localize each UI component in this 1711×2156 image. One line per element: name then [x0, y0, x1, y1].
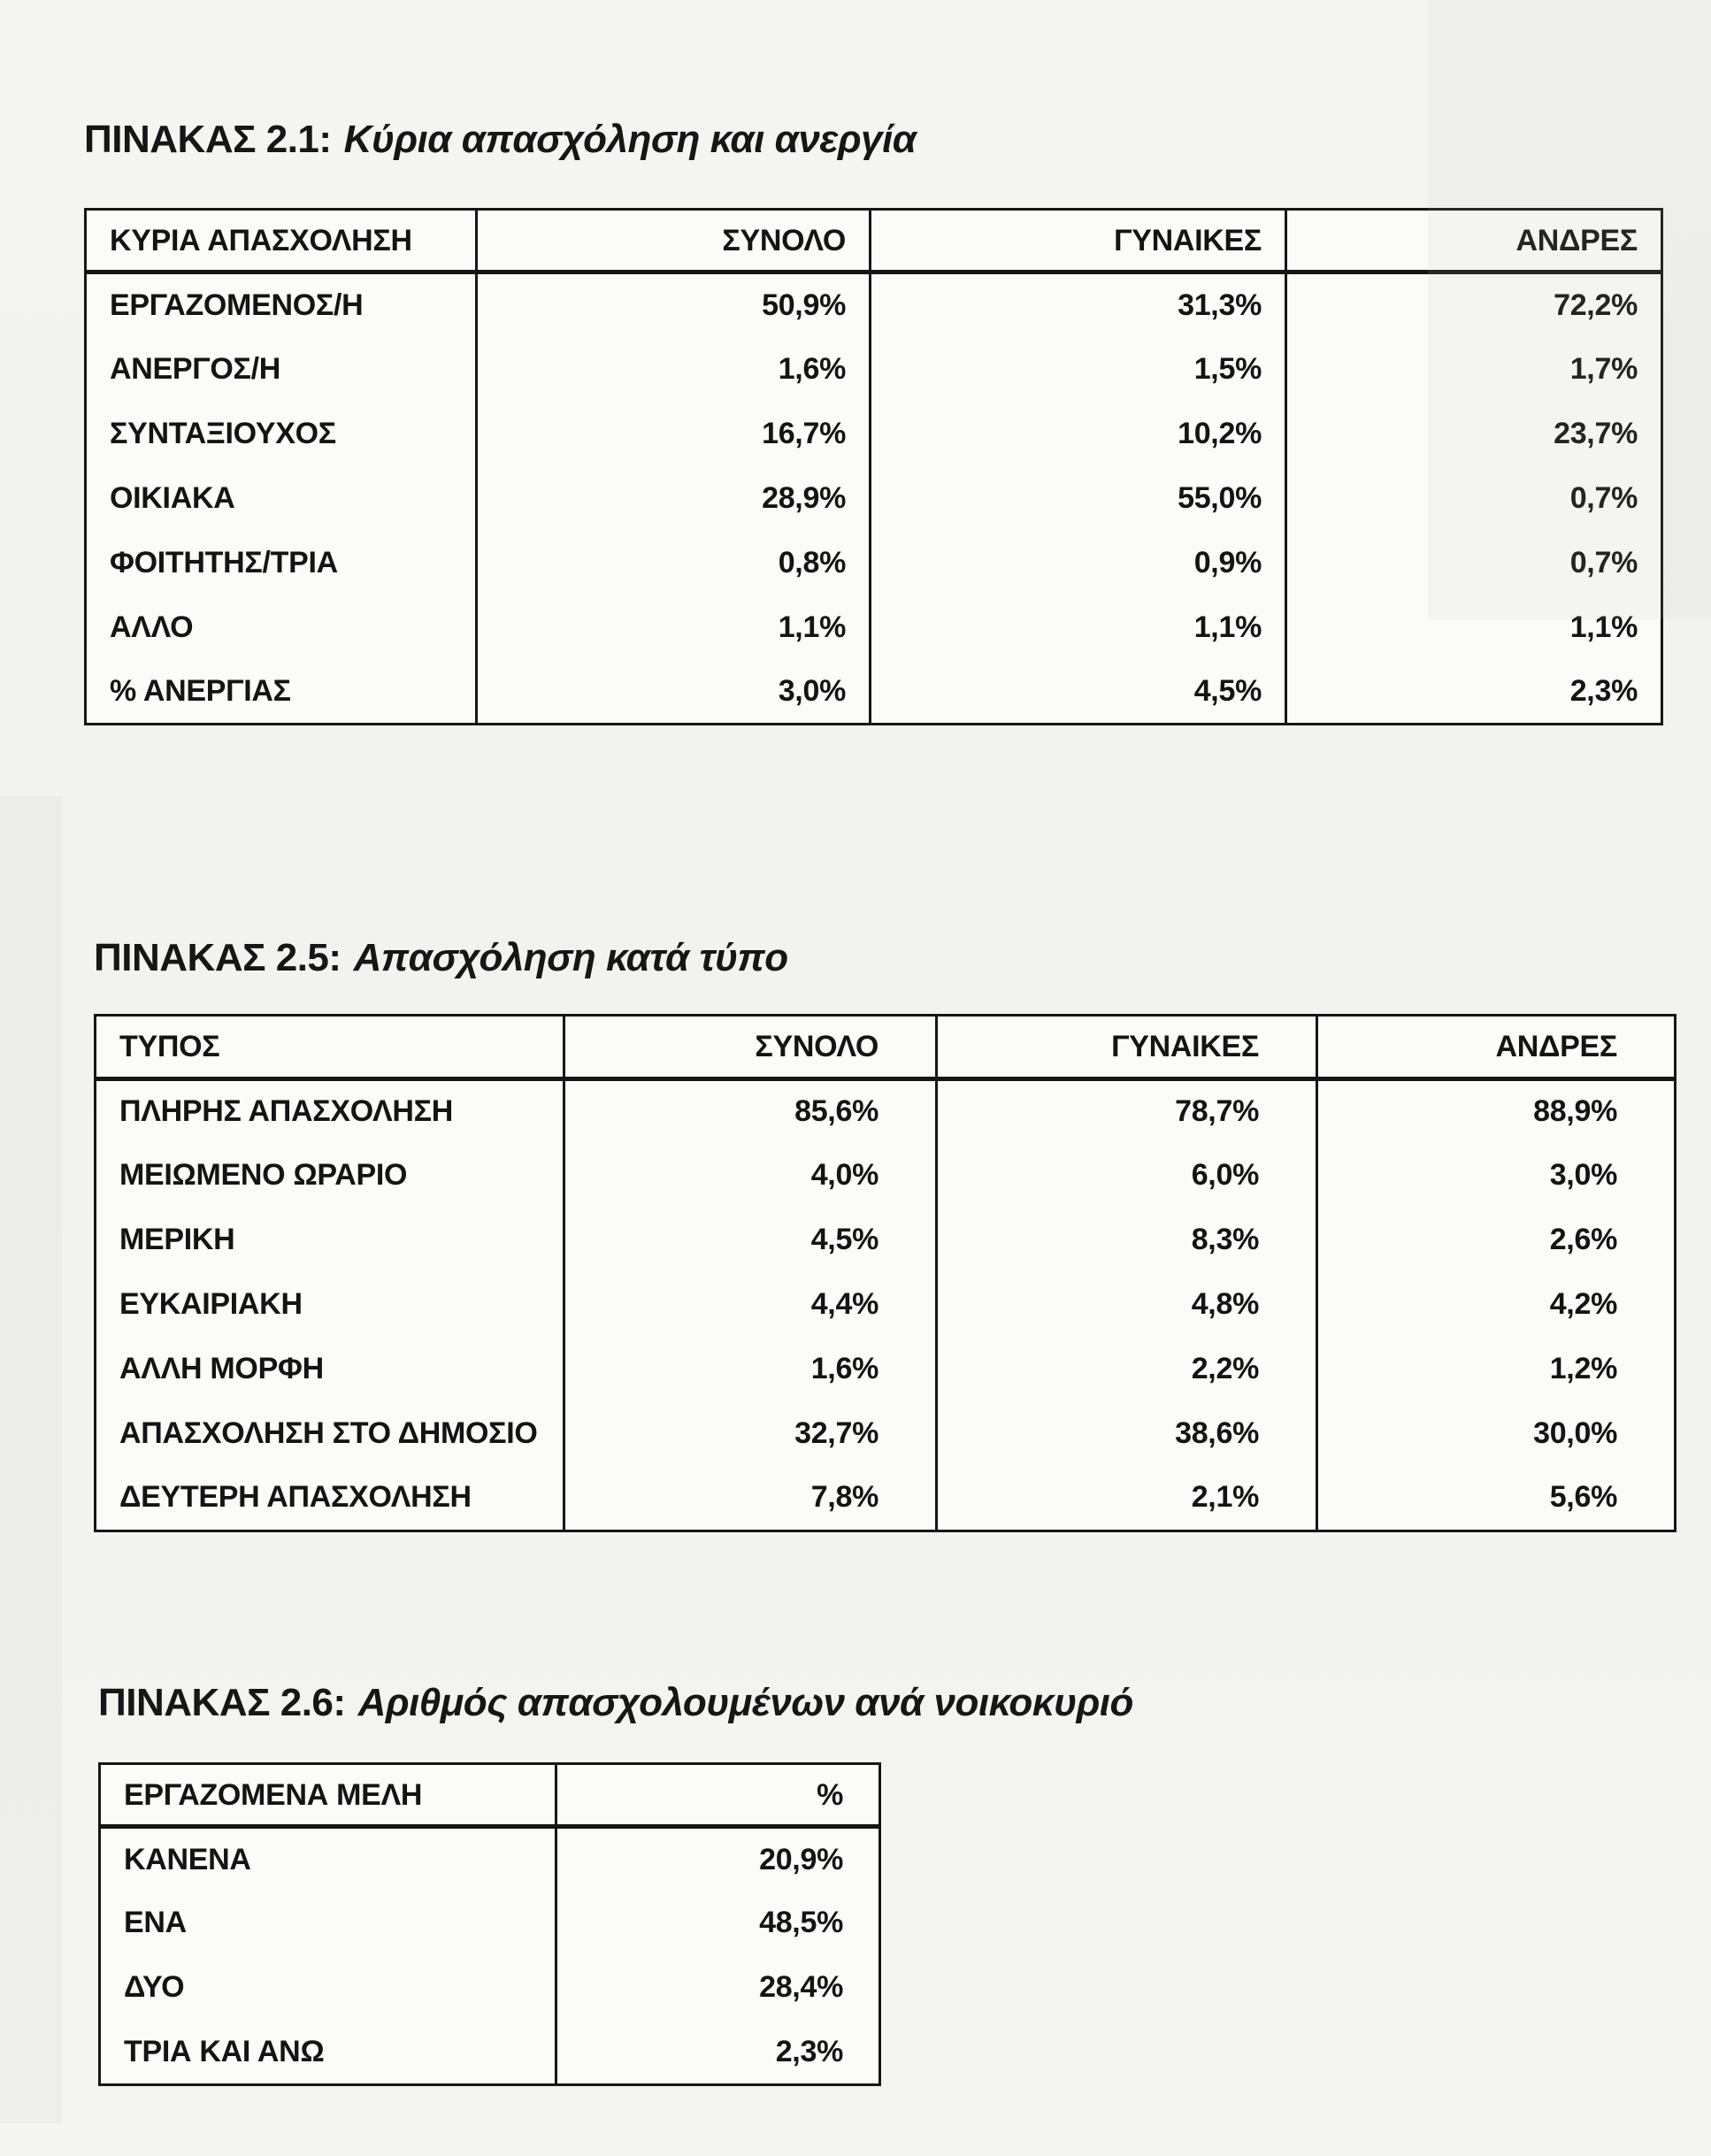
- column-header: ΓΥΝΑΙΚΕΣ: [871, 210, 1286, 272]
- value-cell: 20,9%: [556, 1827, 880, 1891]
- value-cell: 1,1%: [477, 595, 871, 660]
- table-row: [86, 337, 1662, 402]
- row-label: ΜΕΙΩΜΕΝΟ ΩΡΑΡΙΟ: [119, 1158, 408, 1193]
- value-cell: 48,5%: [556, 1891, 880, 1956]
- table-main-employment: [84, 208, 1663, 725]
- table-row: [96, 1078, 1676, 1143]
- value-cell: 55,0%: [871, 466, 1286, 531]
- header-row: [96, 1016, 1676, 1078]
- row-label: ΑΝΕΡΓΟΣ/Η: [110, 351, 281, 386]
- table-row: [86, 660, 1662, 725]
- table-row: [96, 1272, 1676, 1337]
- value-cell: 1,7%: [1286, 337, 1662, 402]
- value-cell: 2,1%: [937, 1466, 1317, 1531]
- value-cell: 2,3%: [1286, 660, 1662, 725]
- row-label: ΕΝΑ: [124, 1906, 187, 1940]
- table-row: [96, 1337, 1676, 1401]
- value-cell: 32,7%: [564, 1401, 937, 1466]
- value-cell: 0,7%: [1286, 466, 1662, 531]
- value-cell: 5,6%: [1317, 1466, 1676, 1531]
- value-cell: 1,1%: [1286, 595, 1662, 660]
- row-label: ΦΟΙΤΗΤΗΣ/ΤΡΙΑ: [110, 545, 338, 579]
- value-cell: 10,2%: [871, 402, 1286, 466]
- value-cell: 38,6%: [937, 1401, 1317, 1466]
- value-cell: 4,0%: [564, 1143, 937, 1208]
- value-cell: 0,9%: [871, 531, 1286, 595]
- column-header: ΕΡΓΑΖΟΜΕΝΑ ΜΕΛΗ: [124, 1777, 423, 1812]
- value-cell: 1,2%: [1317, 1337, 1676, 1401]
- row-label: ΕΥΚΑΙΡΙΑΚΗ: [119, 1287, 303, 1322]
- value-cell: 16,7%: [477, 402, 871, 466]
- row-label: ΔΥΟ: [124, 1970, 185, 2005]
- row-label: ΜΕΡΙΚΗ: [119, 1223, 235, 1257]
- table-row: [96, 1466, 1676, 1531]
- section-table-2-6: [98, 1681, 1667, 2086]
- value-cell: 78,7%: [937, 1078, 1317, 1143]
- table-row: [86, 531, 1662, 595]
- table-employed-per-household: [98, 1762, 881, 2086]
- value-cell: 3,0%: [477, 660, 871, 725]
- value-cell: 1,1%: [871, 595, 1286, 660]
- value-cell: 31,3%: [871, 272, 1286, 337]
- row-label: ΑΛΛΟ: [110, 610, 194, 644]
- row-label: ΔΕΥΤΕΡΗ ΑΠΑΣΧΟΛΗΣΗ: [119, 1480, 472, 1515]
- value-cell: 4,5%: [564, 1208, 937, 1272]
- value-cell: 7,8%: [564, 1466, 937, 1531]
- value-cell: 2,3%: [556, 2021, 880, 2085]
- value-cell: 3,0%: [1317, 1143, 1676, 1208]
- column-header: ΚΥΡΙΑ ΑΠΑΣΧΟΛΗΣΗ: [110, 224, 412, 257]
- table-row: [86, 595, 1662, 660]
- table-2-6-title: [98, 1681, 1667, 1725]
- table-row: [96, 1208, 1676, 1272]
- value-cell: 6,0%: [937, 1143, 1317, 1208]
- value-cell: 1,6%: [564, 1337, 937, 1401]
- header-row: [100, 1763, 880, 1826]
- value-cell: 28,4%: [556, 1956, 880, 2021]
- row-label: ΑΛΛΗ ΜΟΡΦΗ: [119, 1352, 324, 1386]
- table-row: [86, 272, 1662, 337]
- header-row: [86, 210, 1662, 272]
- row-label: ΣΥΝΤΑΞΙΟΥΧΟΣ: [110, 416, 336, 450]
- value-cell: 0,8%: [477, 531, 871, 595]
- value-cell: 2,6%: [1317, 1208, 1676, 1272]
- value-cell: 4,4%: [564, 1272, 937, 1337]
- value-cell: 4,2%: [1317, 1272, 1676, 1337]
- value-cell: 23,7%: [1286, 402, 1662, 466]
- table-row: [100, 1891, 880, 1956]
- table-2-6-title-label: ΠΙΝΑΚΑΣ 2.6:: [98, 1680, 346, 1724]
- column-header: ΓΥΝΑΙΚΕΣ: [937, 1016, 1317, 1078]
- value-cell: 28,9%: [477, 466, 871, 531]
- table-row: [96, 1143, 1676, 1208]
- table-2-1-title: [84, 118, 1667, 162]
- row-label: % ΑΝΕΡΓΙΑΣ: [110, 673, 291, 708]
- table-2-5-title: [94, 936, 1667, 980]
- table-row: [100, 2021, 880, 2085]
- value-cell: 72,2%: [1286, 272, 1662, 337]
- value-cell: 1,6%: [477, 337, 871, 402]
- value-cell: 4,8%: [937, 1272, 1317, 1337]
- value-cell: 2,2%: [937, 1337, 1317, 1401]
- row-label: ΤΡΙΑ ΚΑΙ ΑΝΩ: [124, 2034, 325, 2068]
- row-label: ΕΡΓΑΖΟΜΕΝΟΣ/Η: [110, 288, 364, 322]
- table-row: [100, 1956, 880, 2021]
- column-header: %: [556, 1763, 880, 1826]
- value-cell: 8,3%: [937, 1208, 1317, 1272]
- value-cell: 85,6%: [564, 1078, 937, 1143]
- table-2-1-title-text: Κύρια απασχόληση και ανεργία: [343, 118, 917, 161]
- value-cell: 50,9%: [477, 272, 871, 337]
- column-header: ΤΥΠΟΣ: [119, 1030, 220, 1064]
- row-label: ΚΑΝΕΝΑ: [124, 1842, 251, 1876]
- column-header: ΣΥΝΟΛΟ: [564, 1016, 937, 1078]
- column-header: ΑΝΔΡΕΣ: [1317, 1016, 1676, 1078]
- row-label: ΠΛΗΡΗΣ ΑΠΑΣΧΟΛΗΣΗ: [119, 1094, 453, 1129]
- value-cell: 30,0%: [1317, 1401, 1676, 1466]
- table-row: [96, 1401, 1676, 1466]
- value-cell: 0,7%: [1286, 531, 1662, 595]
- table-employment-by-type: [94, 1014, 1676, 1531]
- table-2-5-title-text: Απασχόληση κατά τύπο: [353, 936, 788, 980]
- section-table-2-1: [84, 118, 1667, 725]
- row-label: ΑΠΑΣΧΟΛΗΣΗ ΣΤΟ ΔΗΜΟΣΙΟ: [119, 1416, 538, 1451]
- scan-shading: [0, 796, 62, 2123]
- column-header: ΣΥΝΟΛΟ: [477, 210, 871, 272]
- row-label: ΟΙΚΙΑΚΑ: [110, 480, 235, 515]
- column-header: ΑΝΔΡΕΣ: [1286, 210, 1662, 272]
- table-2-5-title-label: ΠΙΝΑΚΑΣ 2.5:: [94, 936, 341, 980]
- value-cell: 88,9%: [1317, 1078, 1676, 1143]
- table-row: [86, 466, 1662, 531]
- table-row: [100, 1827, 880, 1891]
- section-table-2-5: [94, 936, 1667, 1531]
- table-row: [86, 402, 1662, 466]
- table-2-6-title-text: Αριθμός απασχολουμένων ανά νοικοκυριό: [357, 1680, 1133, 1724]
- table-2-1-title-label: ΠΙΝΑΚΑΣ 2.1:: [84, 118, 332, 161]
- value-cell: 4,5%: [871, 660, 1286, 725]
- value-cell: 1,5%: [871, 337, 1286, 402]
